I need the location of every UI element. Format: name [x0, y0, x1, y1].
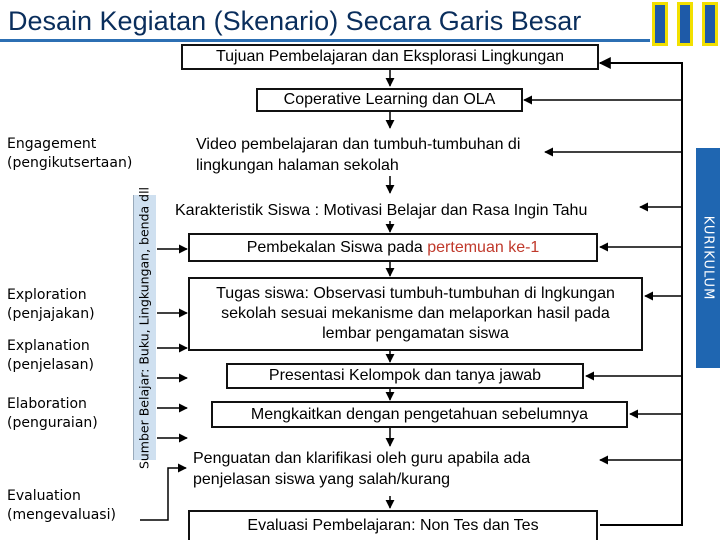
phase-evaluation: Evaluation (mengevaluasi)	[7, 488, 116, 523]
kurikulum-label: KURIKULUM	[700, 215, 716, 301]
pembekalan-box	[188, 233, 598, 262]
pembekalan-prefix: Pembekalan Siswa pada	[246, 238, 428, 256]
coperative-label: Coperative Learning dan OLA	[283, 91, 496, 108]
karakteristik-text: Karakteristik Siswa : Motivasi Belajar dan Rasa Ingin Tahu	[175, 202, 588, 219]
pembekalan-label	[247, 238, 540, 258]
tugas-label: Tugas siswa: Observasi tumbuh-tumbuhan di lngkungan sekolah sesuai mekanisme dan melaporkan hasil pada lembar pengamatan siswa	[216, 285, 615, 342]
tujuan-label: Tujuan Pembelajaran dan Eksplorasi Lingkungan	[215, 48, 565, 65]
pembekalan-highlight: pertemuan ke-1	[427, 238, 540, 256]
phase-engagement: Engagement (pengikutsertaan)	[7, 136, 133, 171]
evaluasi-box	[188, 510, 598, 540]
sumber-belajar-label-wrap	[133, 186, 155, 469]
mengkaitkan-label: Mengkaitkan dengan pengetahuan sebelumnya	[250, 405, 589, 423]
penguatan-text: Penguatan dan klarifikasi oleh guru apabila ada penjelasan siswa yang salah/kurang	[193, 450, 531, 488]
coperative-box	[256, 88, 523, 112]
tujuan-box	[181, 44, 599, 70]
phase-elaboration: Elaboration (penguraian)	[7, 396, 98, 431]
evaluasi-label: Evaluasi Pembelajaran: Non Tes dan Tes	[247, 517, 539, 534]
video-text: Video pembelajaran dan tumbuh-tumbuhan di lingkungan halaman sekolah	[196, 136, 521, 174]
kurikulum-bar	[696, 148, 720, 368]
tugas-box	[188, 277, 643, 351]
presentasi-box	[226, 363, 584, 389]
page-title: Desain Kegiatan (Skenario) Secara Garis Besar	[8, 6, 582, 36]
presentasi-label: Presentasi Kelompok dan tanya jawab	[268, 367, 542, 384]
sumber-belajar-label: Sumber Belajar: Buku, Lingkungan, benda dll	[136, 186, 152, 469]
phase-explanation: Explanation (penjelasan)	[7, 338, 95, 373]
mengkaitkan-box	[211, 401, 628, 428]
phase-exploration: Exploration (penjajakan)	[7, 287, 95, 322]
